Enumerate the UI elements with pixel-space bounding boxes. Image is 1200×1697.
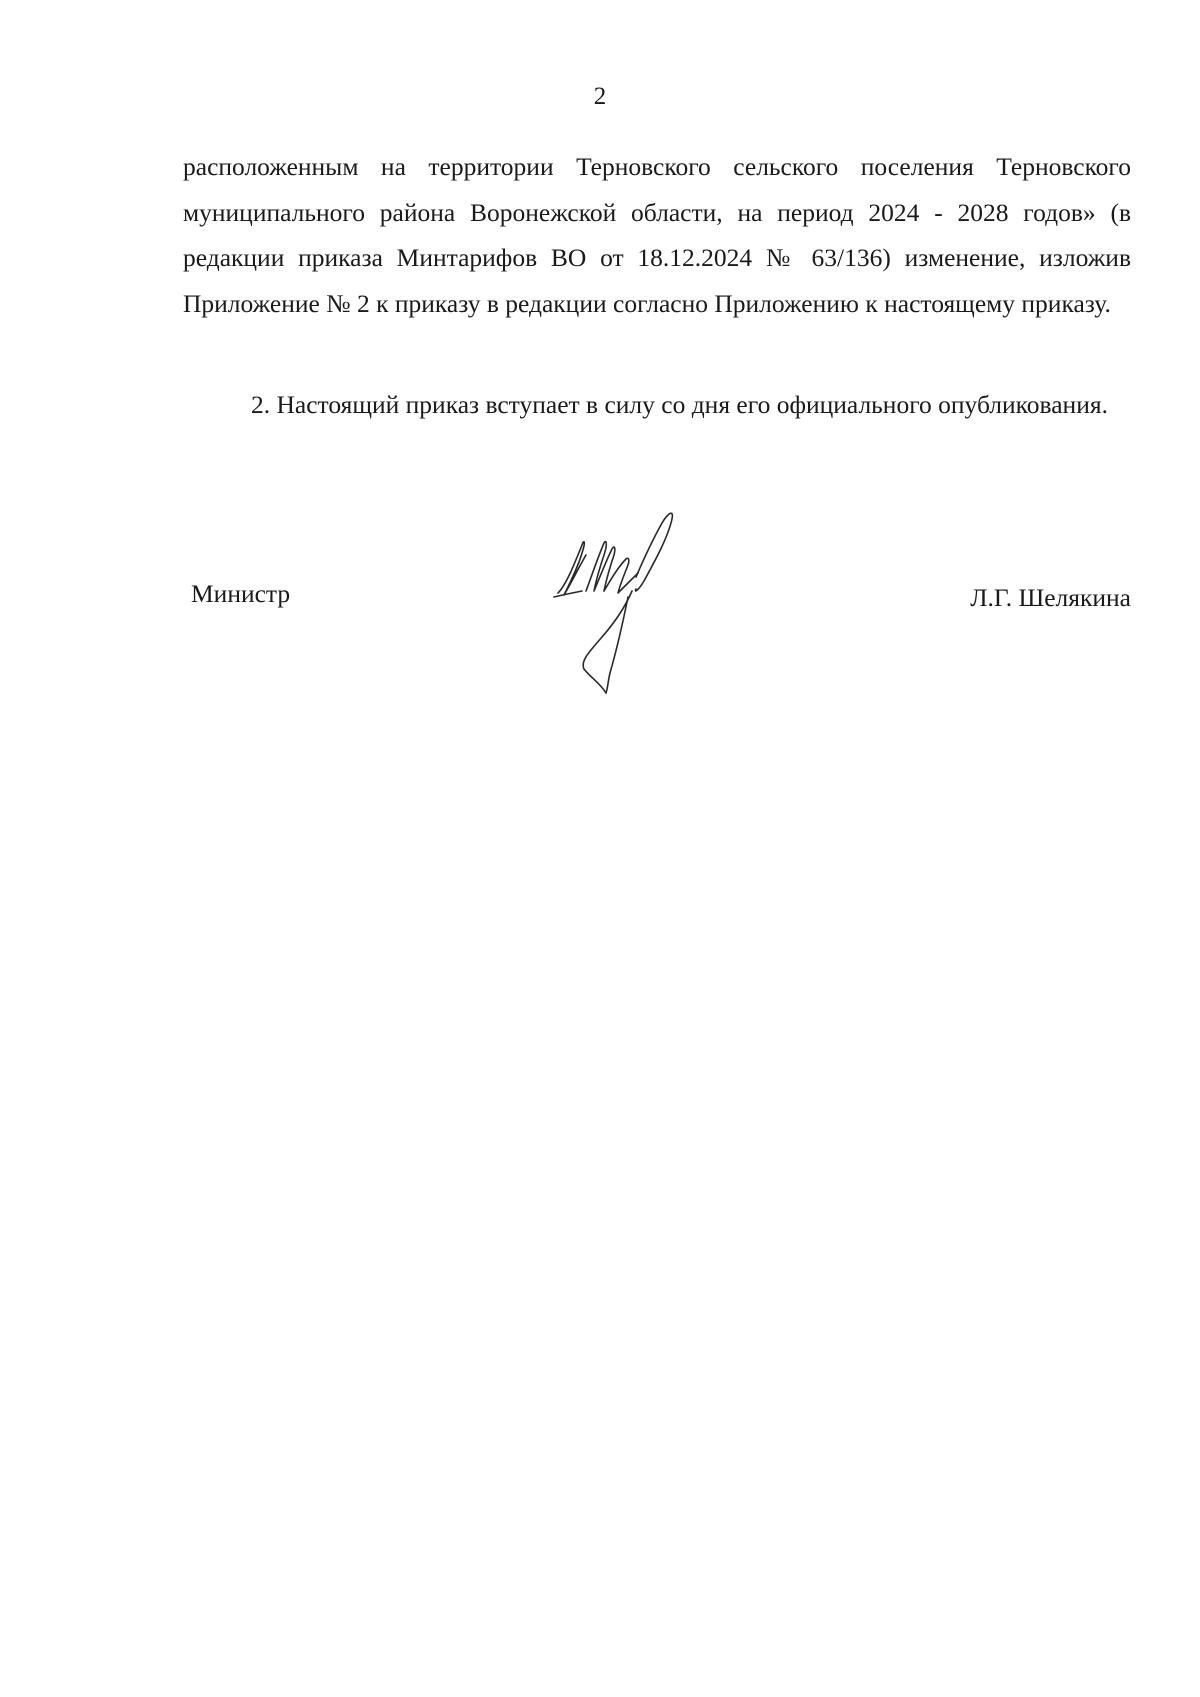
page-number: 2 [593, 83, 607, 110]
position-title: Министр [191, 579, 291, 608]
signer-name: Л.Г. Шелякина [970, 583, 1131, 612]
body-paragraph-2: 2. Настоящий приказ вступает в силу со дня его официального опубликования. [251, 390, 1108, 419]
handwritten-signature [548, 505, 693, 695]
body-paragraph-1: расположенным на территории Терновского сельского поселения Терновского муниципального района Воронежской области, на период 2024 - 2028 годов» (в редакции приказа Минтарифов ВО от 18.12.2024 № 63/136) изменение, изложив Приложение № 2 к приказу в редакции согласно Приложению к настоящему приказу. [183, 152, 1131, 318]
